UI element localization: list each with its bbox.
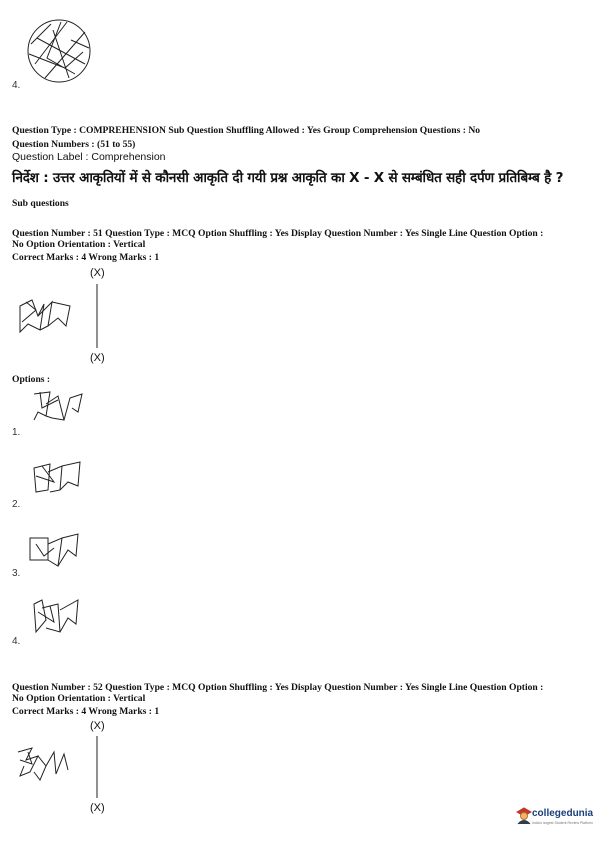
q51-meta-line2: No Option Orientation : Vertical <box>12 239 146 250</box>
top-option-number: 4. <box>12 80 21 91</box>
option-2-number[interactable]: 2. <box>12 499 21 510</box>
q51-mirror-top-label: (X) <box>90 267 105 279</box>
option-4-number[interactable]: 4. <box>12 636 21 647</box>
q52-marks: Correct Marks : 4 Wrong Marks : 1 <box>12 706 160 717</box>
brand-tagline: India's largest Student Review Platform <box>532 821 593 825</box>
option-3-figure <box>28 530 83 572</box>
q52-meta-line2: No Option Orientation : Vertical <box>12 693 146 704</box>
q52-meta-line1: Question Number : 52 Question Type : MCQ Option Shuffling : Yes Display Question Number : Yes Single Line Question Option : <box>12 682 544 693</box>
q52-question-figure <box>16 746 72 784</box>
q52-mirror-line <box>96 736 98 800</box>
option-1-figure <box>32 390 87 430</box>
option-2-figure <box>32 460 87 500</box>
collegedunia-logo <box>515 806 594 830</box>
q51-mirror-bottom-label: (X) <box>90 352 105 364</box>
option-4-figure <box>32 598 87 640</box>
q51-question-figure <box>18 296 73 336</box>
q51-mirror-line <box>96 284 98 350</box>
question-numbers: Question Numbers : (51 to 55) <box>12 139 136 150</box>
option-1-number[interactable]: 1. <box>12 427 21 438</box>
sub-questions-label: Sub questions <box>12 198 69 209</box>
q51-marks: Correct Marks : 4 Wrong Marks : 1 <box>12 252 160 263</box>
comprehension-header: Question Type : COMPREHENSION Sub Question Shuffling Allowed : Yes Group Comprehension Questions : No <box>12 125 481 136</box>
instruction-text: निर्देश : उत्तर आकृतियों में से कौनसी आकृति दी गयी प्रश्न आकृति का X - X से सम्बंधित सही दर्पण प्रतिबिम्ब है ? <box>12 170 564 186</box>
option-3-number[interactable]: 3. <box>12 568 21 579</box>
q52-mirror-bottom-label: (X) <box>90 802 105 814</box>
options-label: Options : <box>12 374 51 385</box>
question-label: Question Label : Comprehension <box>12 151 166 163</box>
brand-name: collegedunia <box>532 808 594 819</box>
q52-mirror-top-label: (X) <box>90 720 105 732</box>
q51-meta-line1: Question Number : 51 Question Type : MCQ Option Shuffling : Yes Display Question Number : Yes Single Line Question Option : <box>12 228 544 239</box>
graduate-icon <box>515 806 531 824</box>
circle-figure <box>25 18 95 88</box>
